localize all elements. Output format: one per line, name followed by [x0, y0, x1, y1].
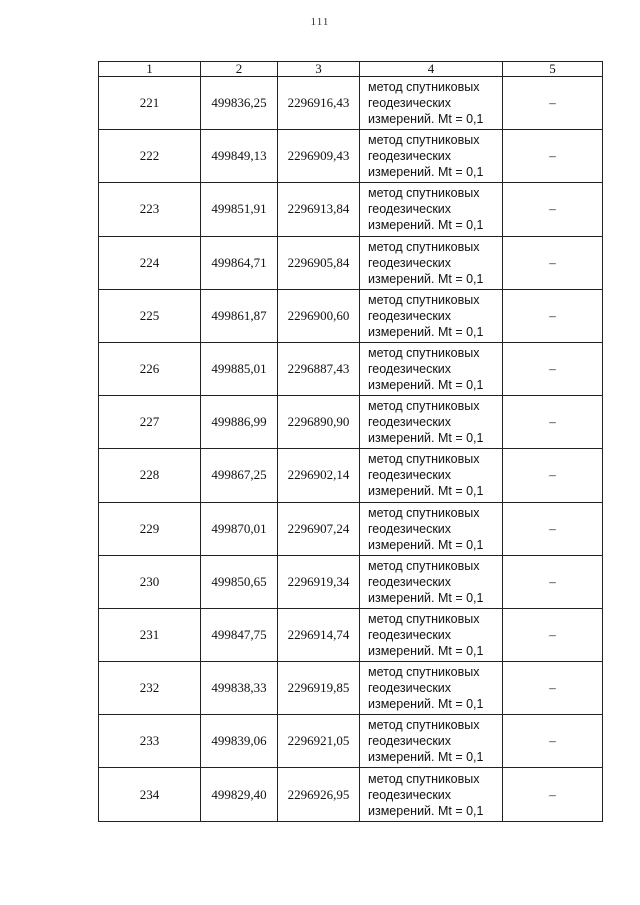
- y-coordinate-cell: 2296926,95: [278, 768, 360, 821]
- method-cell: [360, 77, 503, 130]
- method-line: измерений. Mt = 0,1: [368, 271, 484, 286]
- method-line: измерений. Mt = 0,1: [368, 537, 484, 552]
- method-line: геодезических: [368, 415, 452, 430]
- column-header-2: 2: [201, 62, 278, 77]
- method-cell: [360, 608, 503, 661]
- table-header-row: [99, 62, 603, 77]
- x-coordinate-cell: 499839,06: [201, 715, 278, 768]
- method-line: метод спутниковых: [368, 771, 480, 786]
- method-line: геодезических: [368, 574, 452, 589]
- column-header-1: 1: [99, 62, 201, 77]
- method-line: метод спутниковых: [368, 558, 480, 573]
- method-line: измерений. Mt = 0,1: [368, 803, 484, 818]
- table-row: [99, 555, 603, 608]
- x-coordinate-cell: 499851,91: [201, 183, 278, 236]
- point-number-cell: 230: [99, 555, 201, 608]
- accuracy-dash-cell: –: [503, 183, 603, 236]
- y-coordinate-cell: 2296916,43: [278, 77, 360, 130]
- accuracy-dash-cell: –: [503, 555, 603, 608]
- method-cell: [360, 555, 503, 608]
- y-coordinate-cell: 2296890,90: [278, 396, 360, 449]
- method-line: измерений. Mt = 0,1: [368, 643, 484, 658]
- method-line: метод спутниковых: [368, 186, 480, 201]
- table-row: [99, 715, 603, 768]
- accuracy-dash-cell: –: [503, 449, 603, 502]
- method-cell: [360, 662, 503, 715]
- method-line: геодезических: [368, 521, 452, 536]
- method-line: геодезических: [368, 202, 452, 217]
- method-line: измерений. Mt = 0,1: [368, 697, 484, 712]
- point-number-cell: 229: [99, 502, 201, 555]
- table-row: [99, 662, 603, 715]
- point-number-cell: 224: [99, 236, 201, 289]
- table-row: [99, 768, 603, 821]
- point-number-cell: 234: [99, 768, 201, 821]
- point-number-cell: 222: [99, 130, 201, 183]
- method-cell: [360, 396, 503, 449]
- y-coordinate-cell: 2296887,43: [278, 342, 360, 395]
- accuracy-dash-cell: –: [503, 77, 603, 130]
- point-number-cell: 223: [99, 183, 201, 236]
- method-line: геодезических: [368, 362, 452, 377]
- method-cell: [360, 236, 503, 289]
- method-line: метод спутниковых: [368, 505, 480, 520]
- method-line: метод спутниковых: [368, 239, 480, 254]
- x-coordinate-cell: 499870,01: [201, 502, 278, 555]
- method-cell: [360, 289, 503, 342]
- method-line: метод спутниковых: [368, 346, 480, 361]
- x-coordinate-cell: 499836,25: [201, 77, 278, 130]
- method-cell: [360, 449, 503, 502]
- method-cell: [360, 715, 503, 768]
- x-coordinate-cell: 499829,40: [201, 768, 278, 821]
- method-line: измерений. Mt = 0,1: [368, 112, 484, 127]
- point-number-cell: 225: [99, 289, 201, 342]
- x-coordinate-cell: 499849,13: [201, 130, 278, 183]
- accuracy-dash-cell: –: [503, 236, 603, 289]
- table-row: [99, 236, 603, 289]
- accuracy-dash-cell: –: [503, 396, 603, 449]
- y-coordinate-cell: 2296913,84: [278, 183, 360, 236]
- method-line: геодезических: [368, 734, 452, 749]
- table-row: [99, 342, 603, 395]
- method-line: метод спутниковых: [368, 399, 480, 414]
- accuracy-dash-cell: –: [503, 502, 603, 555]
- y-coordinate-cell: 2296914,74: [278, 608, 360, 661]
- point-number-cell: 221: [99, 77, 201, 130]
- table-row: [99, 449, 603, 502]
- table-row: [99, 502, 603, 555]
- method-line: измерений. Mt = 0,1: [368, 590, 484, 605]
- method-cell: [360, 183, 503, 236]
- method-line: измерений. Mt = 0,1: [368, 431, 484, 446]
- point-number-cell: 231: [99, 608, 201, 661]
- table-row: [99, 130, 603, 183]
- method-line: измерений. Mt = 0,1: [368, 378, 484, 393]
- accuracy-dash-cell: –: [503, 608, 603, 661]
- method-line: геодезических: [368, 96, 452, 111]
- method-line: измерений. Mt = 0,1: [368, 165, 484, 180]
- accuracy-dash-cell: –: [503, 662, 603, 715]
- y-coordinate-cell: 2296921,05: [278, 715, 360, 768]
- method-line: геодезических: [368, 681, 452, 696]
- y-coordinate-cell: 2296919,85: [278, 662, 360, 715]
- method-line: геодезических: [368, 787, 452, 802]
- method-line: метод спутниковых: [368, 452, 480, 467]
- point-number-cell: 233: [99, 715, 201, 768]
- method-line: геодезических: [368, 308, 452, 323]
- x-coordinate-cell: 499885,01: [201, 342, 278, 395]
- x-coordinate-cell: 499850,65: [201, 555, 278, 608]
- x-coordinate-cell: 499847,75: [201, 608, 278, 661]
- method-line: измерений. Mt = 0,1: [368, 324, 484, 339]
- table-row: [99, 608, 603, 661]
- point-number-cell: 226: [99, 342, 201, 395]
- x-coordinate-cell: 499838,33: [201, 662, 278, 715]
- method-cell: [360, 768, 503, 821]
- column-header-3: 3: [278, 62, 360, 77]
- table-row: [99, 396, 603, 449]
- y-coordinate-cell: 2296905,84: [278, 236, 360, 289]
- method-line: метод спутниковых: [368, 133, 480, 148]
- column-header-4: 4: [360, 62, 503, 77]
- method-line: измерений. Mt = 0,1: [368, 484, 484, 499]
- table-row: [99, 77, 603, 130]
- y-coordinate-cell: 2296900,60: [278, 289, 360, 342]
- column-header-5: 5: [503, 62, 603, 77]
- accuracy-dash-cell: –: [503, 768, 603, 821]
- accuracy-dash-cell: –: [503, 289, 603, 342]
- y-coordinate-cell: 2296909,43: [278, 130, 360, 183]
- point-number-cell: 232: [99, 662, 201, 715]
- method-cell: [360, 342, 503, 395]
- y-coordinate-cell: 2296907,24: [278, 502, 360, 555]
- method-line: метод спутниковых: [368, 611, 480, 626]
- method-line: метод спутниковых: [368, 80, 480, 95]
- method-line: измерений. Mt = 0,1: [368, 218, 484, 233]
- method-line: метод спутниковых: [368, 718, 480, 733]
- x-coordinate-cell: 499867,25: [201, 449, 278, 502]
- table-row: [99, 289, 603, 342]
- method-line: геодезических: [368, 468, 452, 483]
- method-line: метод спутниковых: [368, 292, 480, 307]
- x-coordinate-cell: 499861,87: [201, 289, 278, 342]
- method-line: измерений. Mt = 0,1: [368, 750, 484, 765]
- page-number: 111: [310, 16, 330, 28]
- method-cell: [360, 502, 503, 555]
- method-line: метод спутниковых: [368, 665, 480, 680]
- y-coordinate-cell: 2296902,14: [278, 449, 360, 502]
- method-line: геодезических: [368, 627, 452, 642]
- method-line: геодезических: [368, 149, 452, 164]
- x-coordinate-cell: 499886,99: [201, 396, 278, 449]
- table-body: [99, 77, 603, 822]
- x-coordinate-cell: 499864,71: [201, 236, 278, 289]
- point-number-cell: 228: [99, 449, 201, 502]
- point-number-cell: 227: [99, 396, 201, 449]
- table-row: [99, 183, 603, 236]
- y-coordinate-cell: 2296919,34: [278, 555, 360, 608]
- method-line: геодезических: [368, 255, 452, 270]
- coordinates-table: [98, 61, 603, 822]
- method-cell: [360, 130, 503, 183]
- accuracy-dash-cell: –: [503, 342, 603, 395]
- accuracy-dash-cell: –: [503, 130, 603, 183]
- accuracy-dash-cell: –: [503, 715, 603, 768]
